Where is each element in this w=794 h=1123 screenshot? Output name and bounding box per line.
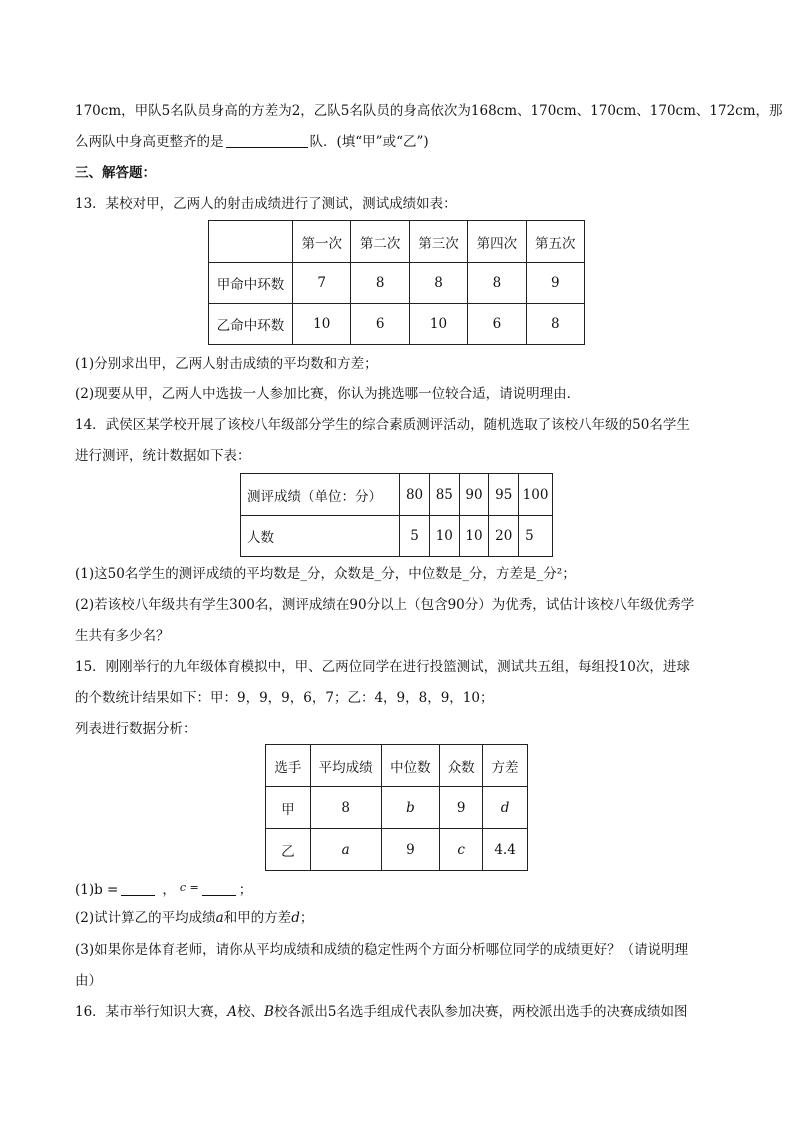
math-variable: A bbox=[227, 1004, 237, 1020]
text-fragment: ； bbox=[299, 910, 314, 926]
table-cell: 甲命中环数 bbox=[209, 263, 293, 304]
question-16 bbox=[75, 1002, 720, 1022]
table-cell: b bbox=[381, 787, 440, 829]
question-15-cont: 的个数统计结果如下：甲：9，9，9，6，7；乙：4，9，8，9，10； bbox=[75, 690, 494, 706]
table-cell: 乙命中环数 bbox=[209, 304, 293, 345]
table-cell: d bbox=[483, 787, 528, 829]
section-heading: 三、解答题： bbox=[75, 165, 156, 181]
text-fragment: 16．某市举行知识大赛， bbox=[75, 1004, 228, 1020]
table-cell: 4.4 bbox=[483, 829, 528, 871]
question-13-part-1: (1)分别求出甲，乙两人射击成绩的平均数和方差； bbox=[75, 356, 378, 372]
question-14-part-2-cont: 生共有多少名？ bbox=[75, 628, 170, 644]
question-14-part-1: (1)这50名学生的测评成绩的平均数是_分，众数是_分，中位数是_分，方差是_分²； bbox=[75, 566, 576, 582]
answer-blank[interactable] bbox=[226, 133, 308, 148]
text-fragment: (1)b = bbox=[75, 882, 119, 898]
table-cell: 8 bbox=[351, 263, 409, 304]
table-cell: 8 bbox=[310, 787, 381, 829]
text-fragment: 队．(填“甲”或“乙”) bbox=[309, 134, 429, 150]
table-cell: 第二次 bbox=[351, 221, 409, 263]
table-cell: 9 bbox=[526, 263, 584, 304]
question-15-part-1: (1)b = ， $^{c =}$ ； bbox=[75, 881, 253, 898]
table-cell bbox=[209, 221, 293, 263]
table-cell: 10 bbox=[409, 304, 467, 345]
table-header-row bbox=[266, 745, 528, 787]
table-cell: 选手 bbox=[266, 745, 311, 787]
question-15-part-3-cont: 由） bbox=[75, 973, 102, 989]
table-cell: 9 bbox=[381, 829, 440, 871]
table-cell: 6 bbox=[468, 304, 526, 345]
table-cell: 5 bbox=[519, 516, 553, 557]
table-row bbox=[209, 263, 585, 304]
text-fragment: 校各派出5名选手组成代表队参加决赛，两校派出选手的决赛成绩如图 bbox=[273, 1004, 688, 1020]
table-cell: 10 bbox=[293, 304, 351, 345]
table-cell: 85 bbox=[429, 474, 459, 516]
math-variable: d bbox=[291, 910, 300, 926]
text-fragment: ； bbox=[238, 882, 253, 898]
table-cell: 甲 bbox=[266, 787, 311, 829]
question-13: 13．某校对甲，乙两人的射击成绩进行了测试，测试成绩如表： bbox=[75, 196, 457, 212]
table-cell: 8 bbox=[468, 263, 526, 304]
table-cell: 10 bbox=[429, 516, 459, 557]
table-cell: 8 bbox=[526, 304, 584, 345]
answer-blank[interactable] bbox=[202, 881, 236, 896]
table-row bbox=[209, 304, 585, 345]
table-cell: 众数 bbox=[440, 745, 483, 787]
table-cell: 9 bbox=[440, 787, 483, 829]
table-cell: 第三次 bbox=[409, 221, 467, 263]
table-row bbox=[266, 787, 528, 829]
table-cell: 80 bbox=[400, 474, 430, 516]
question-14-cont: 进行测评，统计数据如下表： bbox=[75, 448, 251, 464]
question-15: 15．刚刚举行的九年级体育模拟中，甲、乙两位同学在进行投篮测试，测试共五组，每组投10次，进球 bbox=[75, 659, 690, 675]
question-14: 14．武侯区某学校开展了该校八年级部分学生的综合素质测评活动，随机选取了该校八年级的50名学生 bbox=[75, 417, 690, 433]
table-cell: 95 bbox=[489, 474, 519, 516]
table-cell: 第四次 bbox=[468, 221, 526, 263]
table-cell: 乙 bbox=[266, 829, 311, 871]
table-cell: 平均成绩 bbox=[310, 745, 381, 787]
math-variable: B bbox=[263, 1004, 274, 1020]
table-15 bbox=[265, 744, 528, 871]
table-14 bbox=[240, 473, 553, 557]
question-14-part-2: (2)若该校八年级共有学生300名，测评成绩在90分以上（包含90分）为优秀，试估计该校八年级优秀学 bbox=[75, 597, 695, 613]
table-13 bbox=[208, 220, 585, 345]
question-15-part-3: (3)如果你是体育老师，请你从平均成绩和成绩的稳定性两个方面分析哪位同学的成绩更好？（请说明理 bbox=[75, 942, 689, 958]
table-cell: 测评成绩（单位：分） bbox=[241, 474, 400, 516]
text-line-with-blank bbox=[75, 132, 720, 152]
answer-blank[interactable] bbox=[121, 881, 155, 896]
math-variable: a bbox=[215, 910, 224, 926]
text-line: 170cm，甲队5名队员身高的方差为2，乙队5名队员的身高依次为168cm、170cm、170cm、170cm、172cm，那 bbox=[75, 103, 783, 119]
table-cell: 方差 bbox=[483, 745, 528, 787]
table-cell: 20 bbox=[489, 516, 519, 557]
question-15-part-2 bbox=[75, 908, 720, 928]
table-cell: c bbox=[440, 829, 483, 871]
text-fragment: 么两队中身高更整齐的是 bbox=[75, 134, 224, 150]
table-header-row bbox=[209, 221, 585, 263]
table-cell: 中位数 bbox=[381, 745, 440, 787]
table-cell: 90 bbox=[459, 474, 489, 516]
table-row bbox=[266, 829, 528, 871]
table-cell: 第五次 bbox=[526, 221, 584, 263]
question-15-cont: 列表进行数据分析： bbox=[75, 721, 197, 737]
table-cell: 人数 bbox=[241, 516, 400, 557]
table-cell: 8 bbox=[409, 263, 467, 304]
table-cell: a bbox=[310, 829, 381, 871]
table-row bbox=[241, 516, 553, 557]
table-cell: 第一次 bbox=[293, 221, 351, 263]
table-cell: 100 bbox=[519, 474, 553, 516]
table-cell: 5 bbox=[400, 516, 430, 557]
text-fragment: c = bbox=[179, 881, 199, 894]
text-fragment: (2)试计算乙的平均成绩 bbox=[75, 910, 216, 926]
table-cell: 7 bbox=[293, 263, 351, 304]
text-fragment: 校、 bbox=[236, 1004, 264, 1020]
table-cell: 10 bbox=[459, 516, 489, 557]
question-13-part-2: (2)现要从甲，乙两人中选拔一人参加比赛，你认为挑选哪一位较合适，请说明理由． bbox=[75, 386, 581, 402]
text-fragment: 和甲的方差 bbox=[223, 910, 292, 926]
table-row bbox=[241, 474, 553, 516]
table-cell: 6 bbox=[351, 304, 409, 345]
